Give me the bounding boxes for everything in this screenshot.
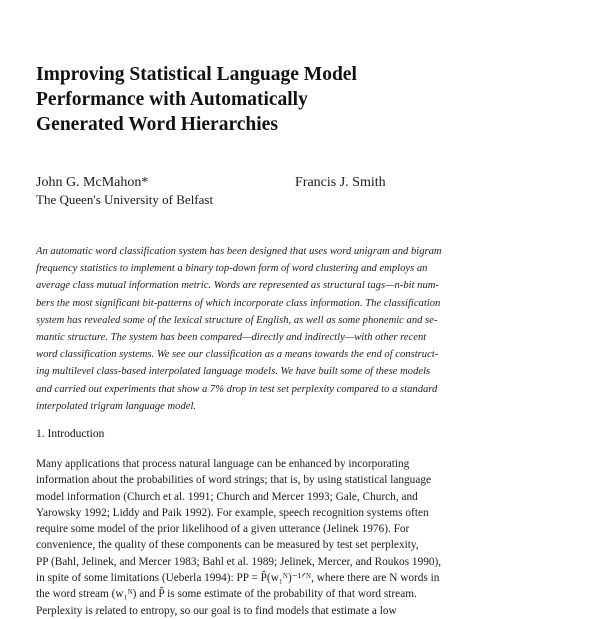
body-line: the word stream (w₁ᴺ) and P̂ is some estimate of the probability of that word stream. — [36, 588, 417, 601]
body-line: PP (Bahl, Jelinek, and Mercer 1983; Bahl et al. 1989; Jelinek, Mercer, and Roukos 1990), — [36, 555, 442, 568]
body-line: information about the probabilities of word strings; that is, by using statistical language — [36, 474, 432, 487]
body-line: Many applications that process natural language can be enhanced by incorporating — [36, 458, 410, 470]
body-line: require some model of the prior likelihood of a given utterance (Jelinek 1976). For — [36, 523, 410, 536]
body-line: Yarowsky 1992; Liddy and Paik 1992). For example, speech recognition systems often — [36, 506, 429, 519]
abstract-line: bers the most significant bit-patterns of which incorporate class information. The classification — [36, 297, 441, 309]
abstract-line: average class mutual information metric. Words are represented as structural tags—n-bit num- — [36, 280, 439, 292]
body-line: model information (Church et al. 1991; Church and Mercer 1993; Gale, Church, and — [36, 490, 418, 503]
abstract-line: mantic structure. The system has been compared—directly and indirectly—with other recent — [36, 332, 427, 344]
author-name: John G. McMahon* — [36, 175, 149, 190]
abstract-line: system has revealed some of the lexical structure of English, as well as some phonemic and se- — [36, 314, 438, 326]
title-line: Improving Statistical Language Model — [36, 64, 357, 85]
body-text — [36, 456, 568, 619]
abstract-line: frequency statistics to implement a binary top-down form of word clustering and employs an — [36, 263, 428, 275]
abstract-line: word classification systems. We see our classification as a means towards the end of construct- — [36, 349, 439, 361]
body-line: convenience, the quality of these components can be measured by test set perplexity, — [36, 539, 419, 552]
body-line: in spite of some limitations (Ueberla 1994): PP = P̂(w₁ᴺ)⁻¹ᐟᴺ, where there are N words in — [36, 572, 440, 585]
paper-title — [36, 62, 556, 137]
abstract-line: interpolated trigram language model. — [36, 400, 197, 412]
author-name: Francis J. Smith — [295, 175, 386, 190]
body-line: Perplexity is related to entropy, so our goal is to find models that estimate a low — [36, 604, 397, 617]
title-line: Performance with Automatically — [36, 89, 308, 110]
section-heading: 1. Introduction — [36, 428, 105, 440]
abstract-line: An automatic word classification system has been designed that uses word unigram and bigram — [36, 246, 442, 257]
abstract — [36, 243, 566, 415]
abstract-line: and carried out experiments that show a 7% drop in test set perplexity compared to a standard — [36, 383, 438, 395]
title-line: Generated Word Hierarchies — [36, 114, 278, 135]
abstract-line: ing multilevel class-based interpolated language models. We have built some of these models — [36, 366, 431, 378]
author-affiliation: The Queen's University of Belfast — [36, 192, 214, 207]
